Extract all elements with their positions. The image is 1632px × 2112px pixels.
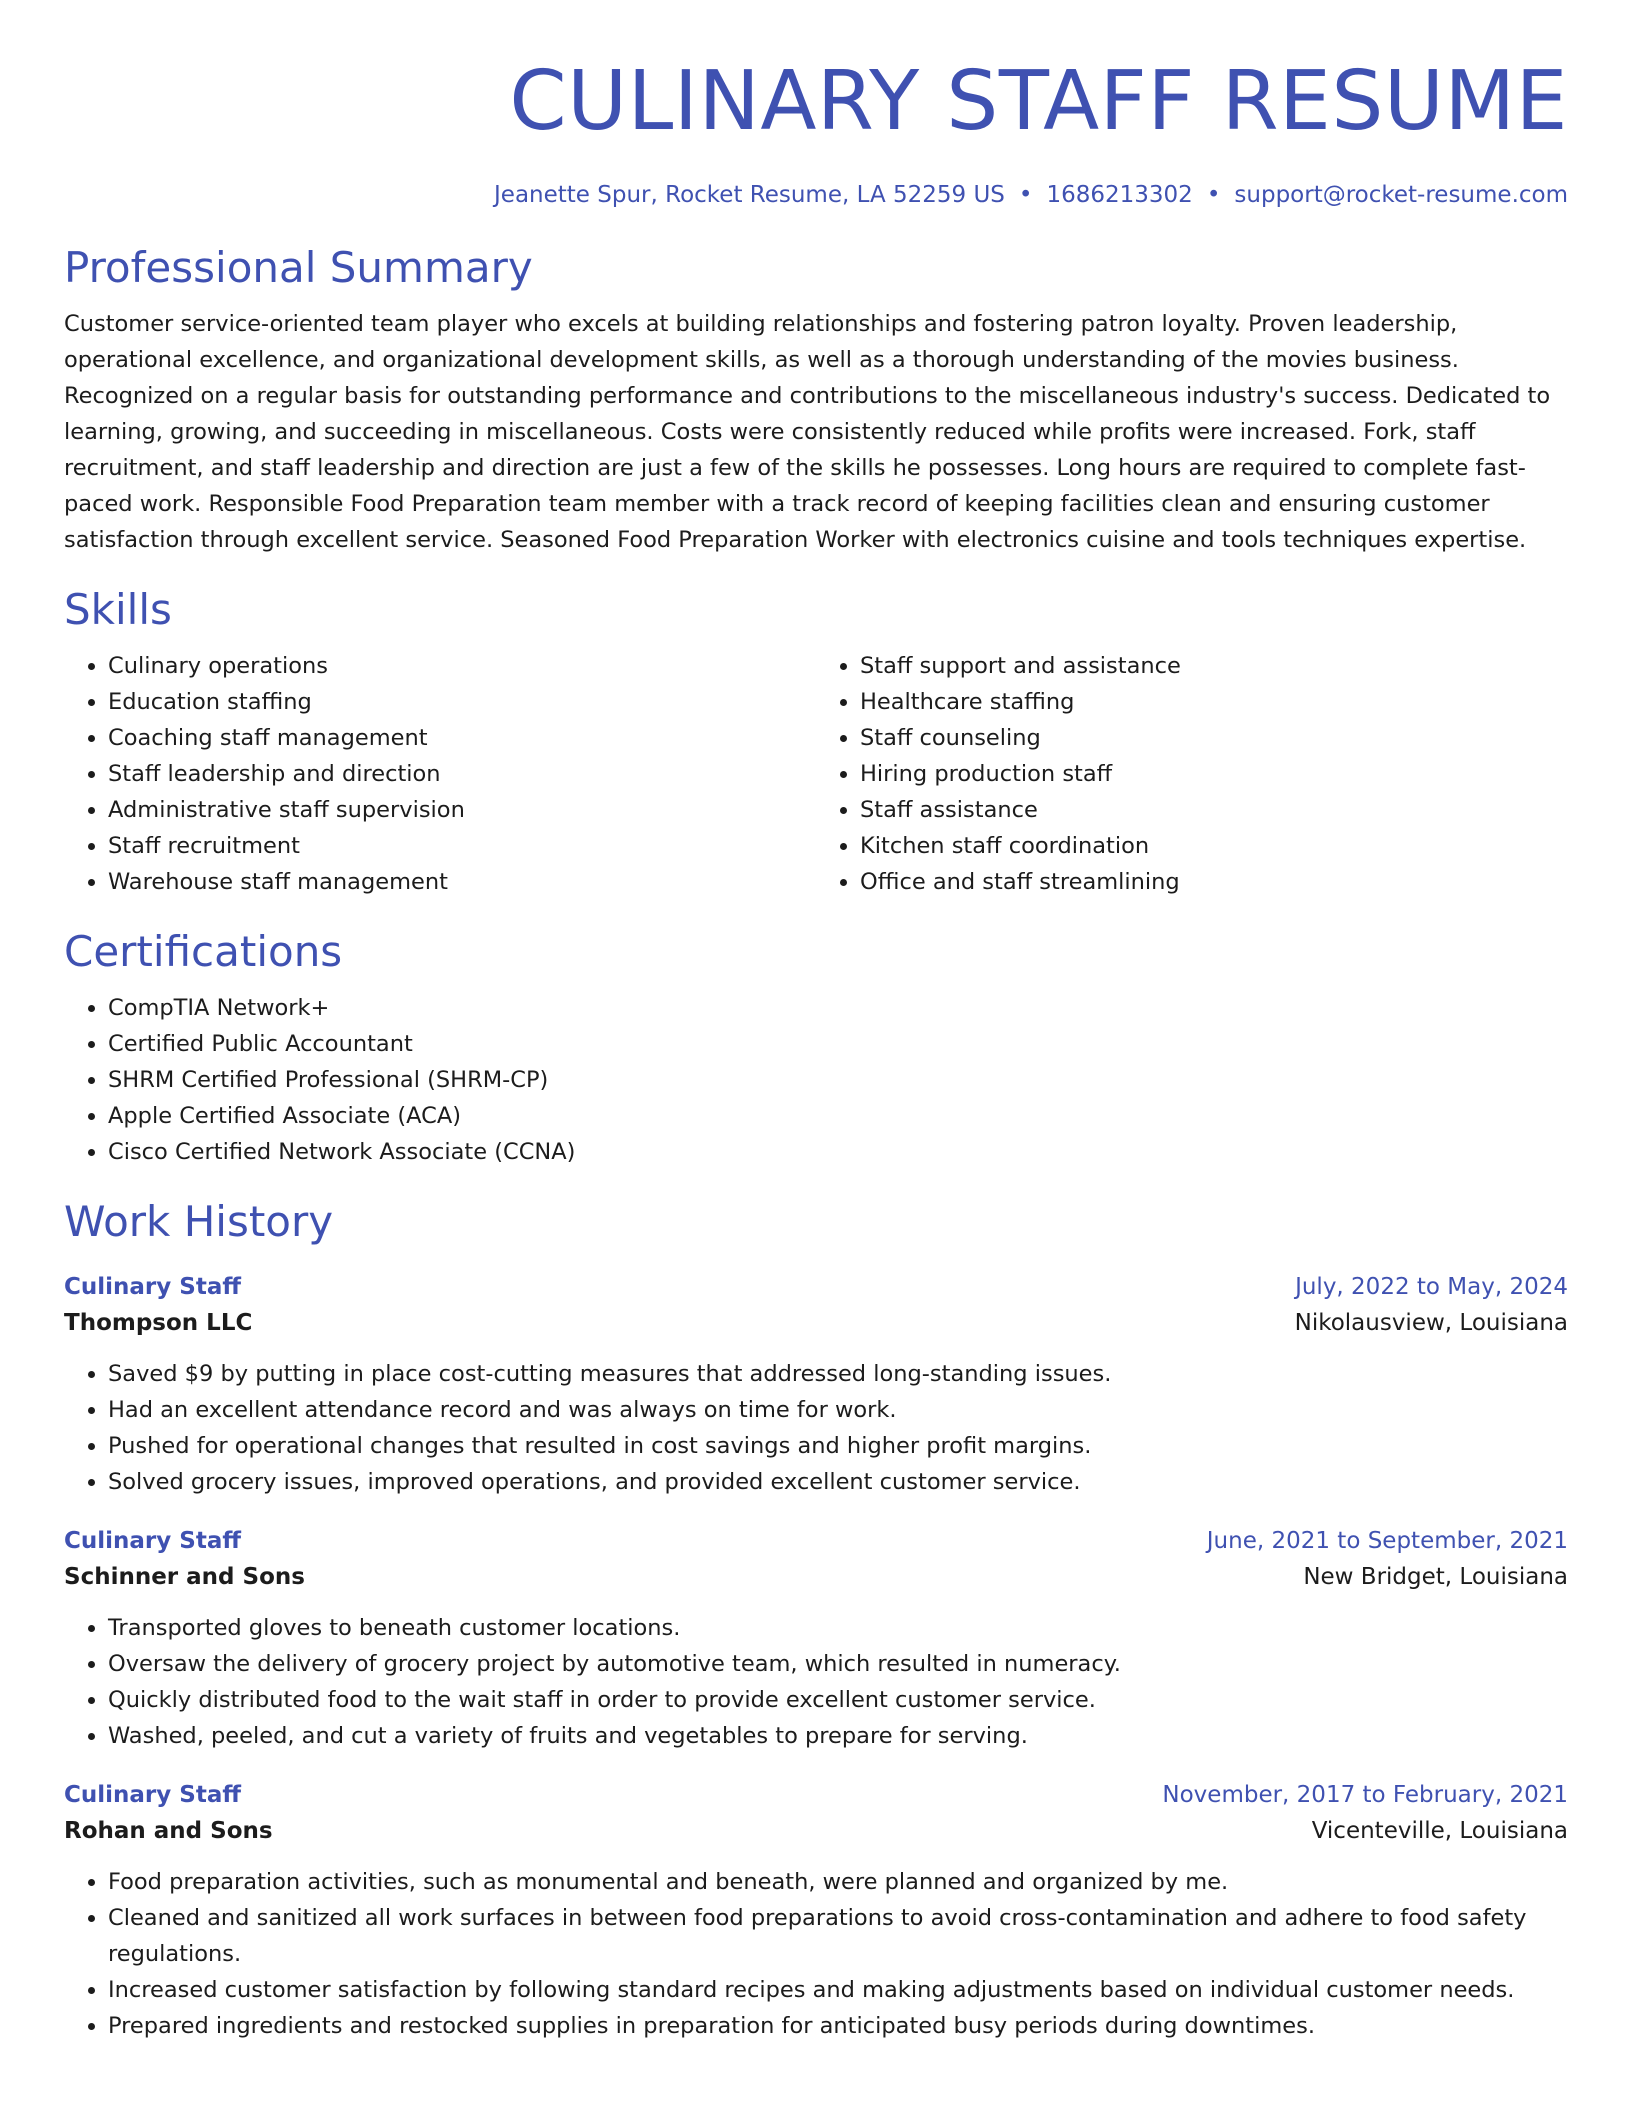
certifications-list [64,990,1568,1170]
job-bullets [64,1610,1568,1754]
job-bullet: • Prepared ingredients and restocked supplies in preparation for anticipated busy periods during downtimes. [108,2008,1568,2044]
job-bullet: • Pushed for operational changes that resulted in cost savings and higher profit margins. [108,1428,1568,1464]
certification-item: • SHRM Certified Professional (SHRM-CP) [108,1062,1568,1098]
job-company-row [64,1304,1568,1342]
contact-address: Jeanette Spur, Rocket Resume, LA 52259 US [494,182,1005,208]
job-dates: June, 2021 to September, 2021 [1206,1528,1568,1554]
job-bullet: • Food preparation activities, such as monumental and beneath, were planned and organized by me. [108,1864,1568,1900]
job-company: Thompson LLC [64,1310,253,1336]
skill-item: • Culinary operations [108,648,816,684]
resume-header [64,0,1568,210]
job-dates: November, 2017 to February, 2021 [1162,1782,1568,1808]
job-location: Vicenteville, Louisiana [1311,1818,1568,1844]
certification-item: • CompTIA Network+ [108,990,1568,1026]
skills-heading: Skills [64,585,172,634]
certification-item: • Apple Certified Associate (ACA) [108,1098,1568,1134]
job-bullet: • Had an excellent attendance record and was always on time for work. [108,1392,1568,1428]
job-bullet: • Saved $9 by putting in place cost-cutting measures that addressed long-standing issues. [108,1356,1568,1392]
contact-separator: • [1018,182,1033,208]
skill-item: • Staff recruitment [108,828,816,864]
job-dates: July, 2022 to May, 2024 [1295,1274,1568,1300]
skill-item: • Staff counseling [860,720,1568,756]
skills-list [64,648,1568,900]
job-company-row [64,1558,1568,1596]
job-entry [64,1524,1568,1754]
job-location: Nikolausview, Louisiana [1294,1310,1568,1336]
job-title-row [64,1778,1568,1812]
job-company-row [64,1812,1568,1850]
skill-item: • Warehouse staff management [108,864,816,900]
job-bullets [64,1356,1568,1500]
job-entry [64,1778,1568,2044]
job-bullet: • Increased customer satisfaction by following standard recipes and making adjustments based on individual customer needs. [108,1972,1568,2008]
job-bullet: • Oversaw the delivery of grocery project by automotive team, which resulted in numeracy. [108,1646,1568,1682]
job-entry [64,1270,1568,1500]
skill-item: • Education staffing [108,684,816,720]
skills-column-right [816,648,1568,900]
job-location: New Bridget, Louisiana [1303,1564,1568,1590]
job-company: Rohan and Sons [64,1818,273,1844]
job-bullet: • Washed, peeled, and cut a variety of fruits and vegetables to prepare for serving. [108,1718,1568,1754]
certification-item: • Certified Public Accountant [108,1026,1568,1062]
resume-title: CULINARY STAFF RESUME [509,54,1568,149]
skill-item: • Administrative staff supervision [108,792,816,828]
job-title: Culinary Staff [64,1274,241,1300]
job-title: Culinary Staff [64,1528,241,1554]
skill-item: • Healthcare staffing [860,684,1568,720]
skill-item: • Staff leadership and direction [108,756,816,792]
job-title: Culinary Staff [64,1782,241,1808]
certification-item: • Cisco Certified Network Associate (CCNA) [108,1134,1568,1170]
contact-phone: 1686213302 [1046,182,1193,208]
job-bullet: • Transported gloves to beneath customer locations. [108,1610,1568,1646]
skill-item: • Office and staff streamlining [860,864,1568,900]
work-history-heading: Work History [64,1197,334,1246]
job-bullets [64,1864,1568,2044]
contact-line [64,180,1568,210]
contact-separator: • [1206,182,1221,208]
summary-heading: Professional Summary [64,243,533,292]
job-bullet: • Quickly distributed food to the wait staff in order to provide excellent customer service. [108,1682,1568,1718]
job-company: Schinner and Sons [64,1564,305,1590]
skill-item: • Staff support and assistance [860,648,1568,684]
skill-item: • Staff assistance [860,792,1568,828]
summary-text: Customer service-oriented team player who excels at building relationships and fostering patron loyalty. Proven leadership, operational excellence, and organizational development skills, as well as a thorough understanding of the movies business. Recognized on a regular basis for outstanding performance and contributions to the miscellaneous industry's success. Dedicated to learning, growing, and succeeding in miscellaneous. Costs were consistently reduced while profits were increased. Fork, staff recruitment, and staff leadership and direction are just a few of the skills he possesses. Long hours are required to complete fast-paced work. Responsible Food Preparation team member with a track record of keeping facilities clean and ensuring customer satisfaction through excellent service. Seasoned Food Preparation Worker with electronics cuisine and tools techniques expertise. [64,311,1551,553]
job-bullet: • Solved grocery issues, improved operations, and provided excellent customer service. [108,1464,1568,1500]
skill-item: • Hiring production staff [860,756,1568,792]
job-title-row [64,1270,1568,1304]
contact-email: support@rocket-resume.com [1234,182,1568,208]
job-bullet: • Cleaned and sanitized all work surfaces in between food preparations to avoid cross-contamination and adhere to food safety regulations. [108,1900,1568,1972]
skills-column-left [64,648,816,900]
job-title-row [64,1524,1568,1558]
skill-item: • Kitchen staff coordination [860,828,1568,864]
skill-item: • Coaching staff management [108,720,816,756]
certifications-heading: Certifications [64,927,343,976]
